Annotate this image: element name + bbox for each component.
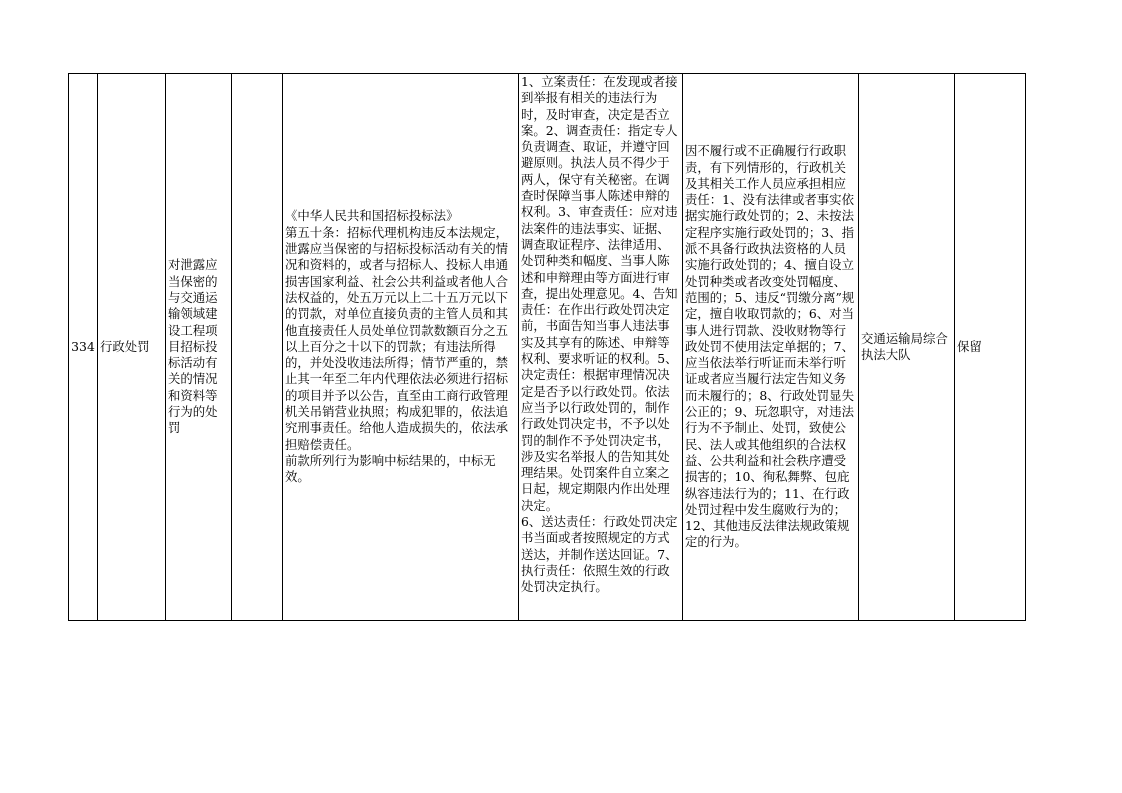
remark-text: 保留 <box>957 338 982 354</box>
power-list-table <box>68 73 1026 621</box>
seq-number: 334 <box>71 338 95 354</box>
seq-cell <box>69 74 98 621</box>
table-row <box>69 74 1026 621</box>
accountability-text: 因不履行或不正确履行行政职责，有下列情形的，行政机关及其相关工作人员应承担相应责任：1、没有法律或者事实依据实施行政处罚的；2、未按法定程序实施行政处罚的；3、指派不具备行政执法资格的人员实施行政处罚的；4、擅自设立处罚种类或者改变处罚幅度、范围的；5、违反“罚缴分离”规定，擅自收取罚款的；6、对当事人进行罚款、没收财物等行政处罚不使用法定单据的；7、应当依法举行听证而未举行听证或者应当履行法定告知义务而未履行的；8、行政处罚显失公正的；9、玩忽职守，对违法行为不予制止、处罚，致使公民、法人或其他组织的合法权益、公共利益和社会秩序遭受损害的；10、徇私舞弊、包庇纵容违法行为的；11、在行政处罚过程中发生腐败行为的；12、其他违反法律法规政策规定的行为。 <box>685 143 855 550</box>
legal-basis-cell <box>283 74 519 621</box>
remark-cell <box>955 74 1026 621</box>
accountability-cell <box>683 74 859 621</box>
responsibility-cell <box>519 74 683 621</box>
legal-basis-text: 《中华人民共和国招标投标法》 第五十条：招标代理机构违反本法规定，泄露应当保密的与招标投标活动有关的情况和资料的，或者与招标人、投标人串通损害国家利益、社会公共利益或者他人合法权益的，处五万元以上二十五万元以下的罚款，对单位直接负责的主管人员和其他直接责任人员处单位罚款数额百分之五以上百分之十以下的罚款；有违法所得的，并处没收违法所得；情节严重的，禁止其一年至二年内代理依法必须进行招标的项目并予以公告，直至由工商行政管理机关吊销营业执照；构成犯罪的，依法追究刑事责任。给他人造成损失的，依法承担赔偿责任。 前款所列行为影响中标结果的，中标无效。 <box>285 208 509 485</box>
category-text: 行政处罚 <box>100 338 150 354</box>
sub-item-cell <box>232 74 283 621</box>
category-cell <box>98 74 166 621</box>
responsibility-text: 1、立案责任：在发现或者接到举报有相关的违法行为时，及时审查，决定是否立案。2、调查责任：指定专人负责调查、取证，并遵守回避原则。执法人员不得少于两人，保守有关秘密。在调查时保障当事人陈述申辩的权利。3、审查责任：应对违法案件的违法事实、证据、调查取证程序、法律适用、处罚种类和幅度、当事人陈述和申辩理由等方面进行审查，提出处理意见。4、告知责任：在作出行政处罚决定前，书面告知当事人违法事实及其享有的陈述、申辩等权利、要求听证的权利。5、决定责任：根据审理情况决定是否予以行政处罚。依法应当予以行政处罚的，制作行政处罚决定书，不予以处罚的制作不予处罚决定书，涉及实名举报人的告知其处理结果。处罚案件自立案之日起，规定期限内作出处理决定。 6、送达责任：行政处罚决定书当面或者按照规定的方式送达，并制作送达回证。7、执行责任：依照生效的行政处罚决定执行。 <box>521 74 678 595</box>
department-text: 交通运输局综合执法大队 <box>861 330 948 362</box>
department-cell <box>859 74 955 621</box>
item-name-text: 对泄露应当保密的与交通运输领域建设工程项目招标投标活动有关的情况和资料等行为的处罚 <box>168 257 218 436</box>
item-name-cell <box>166 74 232 621</box>
